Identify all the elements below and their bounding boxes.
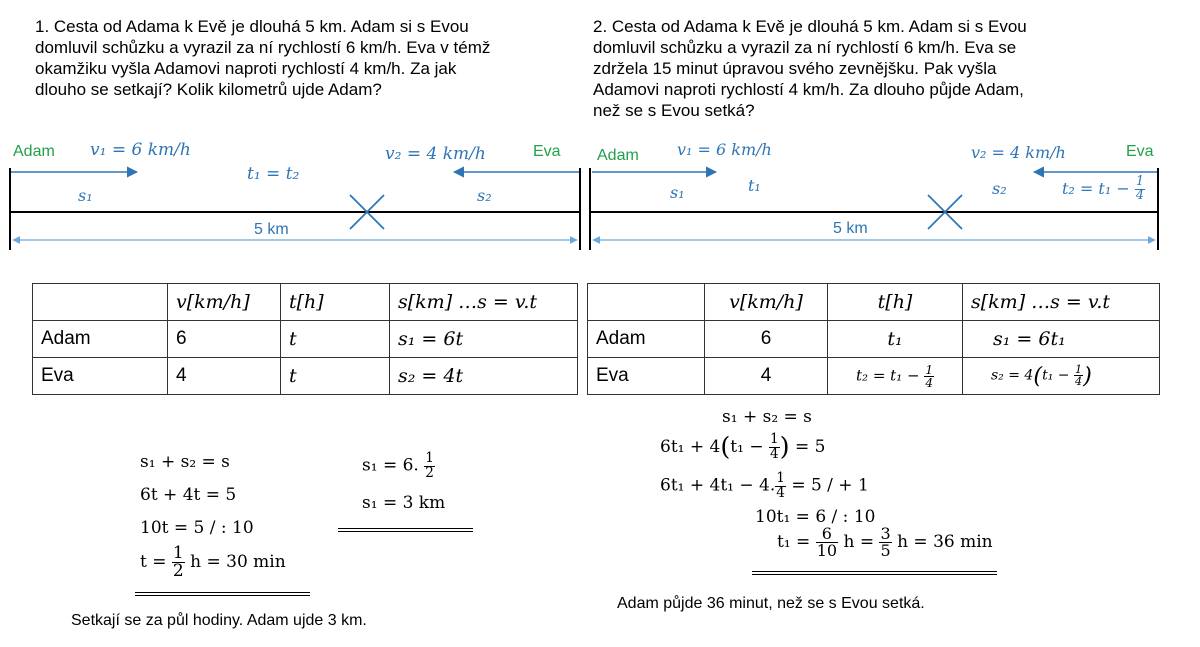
table-cell: 6 [705, 321, 828, 358]
table-cell: s₂ = 4t [390, 358, 578, 395]
table-header-cell: t[h] [828, 284, 963, 321]
fraction-num: 6 [816, 526, 838, 543]
calc-line: s₁ = 3 km [362, 493, 446, 513]
table-cell: t [281, 358, 390, 395]
t2-num: 1 [1135, 174, 1145, 189]
table-row [33, 358, 578, 395]
t2-prefix: t₂ = t₁ − [1062, 178, 1130, 198]
calc-line5-mid: h = [843, 532, 875, 552]
calc-line: 10t₁ = 6 / : 10 [755, 507, 876, 527]
answer-2: Adam půjde 36 minut, než se s Evou setká. [617, 595, 925, 612]
table-cell: s₁ = 6t₁ [963, 321, 1160, 358]
distance-label: 5 km [833, 220, 868, 237]
problem-2-line: 2. Cesta od Adama k Evě je dlouhá 5 km. Adam si s Evou [593, 17, 1027, 36]
calc-line [660, 472, 869, 500]
fraction-num: 1 [172, 543, 184, 563]
table-header-cell: s[km] …s = v.t [963, 284, 1160, 321]
diagram-lines [0, 0, 1200, 260]
table-header-cell: t[h] [281, 284, 390, 321]
calc-line2-prefix: 6t₁ + 4 [660, 436, 721, 457]
fraction-num: 1 [425, 450, 434, 466]
table-header-row [33, 284, 578, 321]
fraction-den: 4 [770, 445, 779, 462]
fraction-num: 3 [880, 524, 891, 543]
calc-s1-fraction [424, 452, 435, 480]
problem-1-line: domluvil schůzku a vyrazil za ní rychlostí 6 km/h. Eva v témž [35, 38, 491, 57]
calc-s1-prefix: s₁ = 6. [362, 455, 419, 476]
table-cell: s₁ = 6t [390, 321, 578, 358]
fraction-num: 1 [925, 362, 933, 377]
v1-label: v₁ = 6 km/h [90, 140, 191, 160]
table-row [588, 358, 1160, 395]
table-cell [828, 358, 963, 395]
calc-line3-suffix: = 5 / + 1 [791, 475, 869, 496]
calc-line [362, 452, 435, 480]
t2-fraction [1135, 176, 1145, 203]
calc-t-suffix: h = 30 min [190, 552, 286, 572]
calc-line: s₁ + s₂ = s [140, 452, 230, 472]
fraction-den: 4 [776, 484, 785, 501]
calc-line3-fraction [775, 472, 786, 500]
fraction-den: 4 [925, 375, 933, 390]
table-row [33, 321, 578, 358]
calc-line5-fraction-1 [816, 526, 838, 559]
fraction-num: 1 [776, 470, 785, 486]
fraction-num: 1 [1074, 362, 1083, 376]
adam-label: Adam [13, 143, 55, 160]
calc-t-prefix: t = [140, 552, 172, 572]
v2-label: v₂ = 4 km/h [971, 143, 1066, 162]
s2-label: s₂ [477, 186, 492, 205]
problem-2-line: než se s Evou setká? [593, 101, 755, 120]
calc-line [140, 545, 286, 580]
t2-den: 4 [1135, 187, 1145, 203]
calc-line2-inner: t₁ − [730, 436, 764, 457]
table-cell: t₁ [828, 321, 963, 358]
table-1 [32, 283, 578, 395]
calc-line5-fraction-2 [879, 526, 891, 559]
calc-line5-prefix: t₁ = [777, 532, 811, 552]
s1-label: s₁ [78, 186, 93, 205]
table-row [588, 321, 1160, 358]
calc-line: 10t = 5 / : 10 [140, 518, 254, 538]
table-cell: 4 [168, 358, 281, 395]
table-cell: 6 [168, 321, 281, 358]
calc-line [777, 526, 993, 559]
table-header-cell: v[km/h] [168, 284, 281, 321]
eva-s-fraction [1074, 364, 1083, 387]
table-header-cell: v[km/h] [705, 284, 828, 321]
eva-s-inner: t₁ − [1042, 367, 1070, 384]
table-cell: Eva [588, 358, 705, 395]
table-cell: Adam [33, 321, 168, 358]
s2-label: s₂ [992, 179, 1007, 198]
calc-t-fraction [172, 545, 185, 580]
table-header-cell: s[km] …s = v.t [390, 284, 578, 321]
fraction-den: 5 [880, 541, 891, 560]
table-header-cell [588, 284, 705, 321]
problem-2-line: domluvil schůzku a vyrazil za ní rychlostí 6 km/h. Eva se [593, 38, 1017, 57]
t1-label: t₁ [748, 176, 761, 195]
fraction-den: 2 [425, 464, 434, 481]
fraction-den: 4 [1074, 375, 1083, 389]
eva-t-prefix: t₂ = t₁ − [856, 366, 920, 384]
calc-line: s₁ + s₂ = s [722, 407, 812, 427]
calc-line: 6t₁ + 4(t₁ − $\frac{1}{4}$ ) = 5 [660, 431, 826, 462]
calc-line2-fraction [769, 433, 780, 461]
table-cell: Eva [33, 358, 168, 395]
table-cell: s₂ = 4(t₁ − $\frac{1}{4}$ ) [963, 358, 1160, 395]
table-cell: Adam [588, 321, 705, 358]
calc-line: 6t + 4t = 5 [140, 485, 237, 505]
calc-line2-suffix: = 5 [795, 436, 826, 457]
eva-label: Eva [1126, 143, 1154, 160]
table-cell: 4 [705, 358, 828, 395]
s1-label: s₁ [670, 183, 685, 202]
problem-2-line: zdržela 15 minut úpravou svého zevnějšku. Pak vyšla [593, 59, 997, 78]
answer-1: Setkají se za půl hodiny. Adam ujde 3 km. [71, 612, 367, 629]
eva-t-fraction [924, 364, 934, 389]
table-header-row [588, 284, 1160, 321]
result-underline [338, 528, 473, 532]
eva-s-prefix: s₂ = 4 [991, 367, 1034, 384]
problem-2-line: Adamovi naproti rychlostí 4 km/h. Za dlouho půjde Adam, [593, 80, 1024, 99]
fraction-den: 10 [816, 541, 838, 560]
table-cell: t [281, 321, 390, 358]
eva-label: Eva [533, 143, 561, 160]
v2-label: v₂ = 4 km/h [385, 144, 486, 164]
fraction-num: 1 [770, 431, 779, 448]
fraction-den: 2 [172, 561, 184, 581]
v1-label: v₁ = 6 km/h [677, 140, 772, 159]
result-underline [135, 592, 310, 596]
calc-line5-suffix: h = 36 min [897, 532, 993, 552]
t-equal-label: t₁ = t₂ [247, 164, 300, 184]
problem-1-line: 1. Cesta od Adama k Evě je dlouhá 5 km. Adam si s Evou [35, 17, 469, 36]
table-2 [587, 283, 1160, 395]
table-header-cell [33, 284, 168, 321]
problem-1-line: okamžiku vyšla Adamovi naproti rychlostí 4 km/h. Za jak [35, 59, 457, 78]
calc-line3-prefix: 6t₁ + 4t₁ − 4. [660, 475, 776, 496]
problem-1-line: dlouho se setkají? Kolik kilometrů ujde Adam? [35, 80, 382, 99]
t2-label [1062, 176, 1145, 203]
adam-label: Adam [597, 147, 639, 164]
result-underline [752, 571, 997, 575]
distance-label: 5 km [254, 221, 289, 238]
